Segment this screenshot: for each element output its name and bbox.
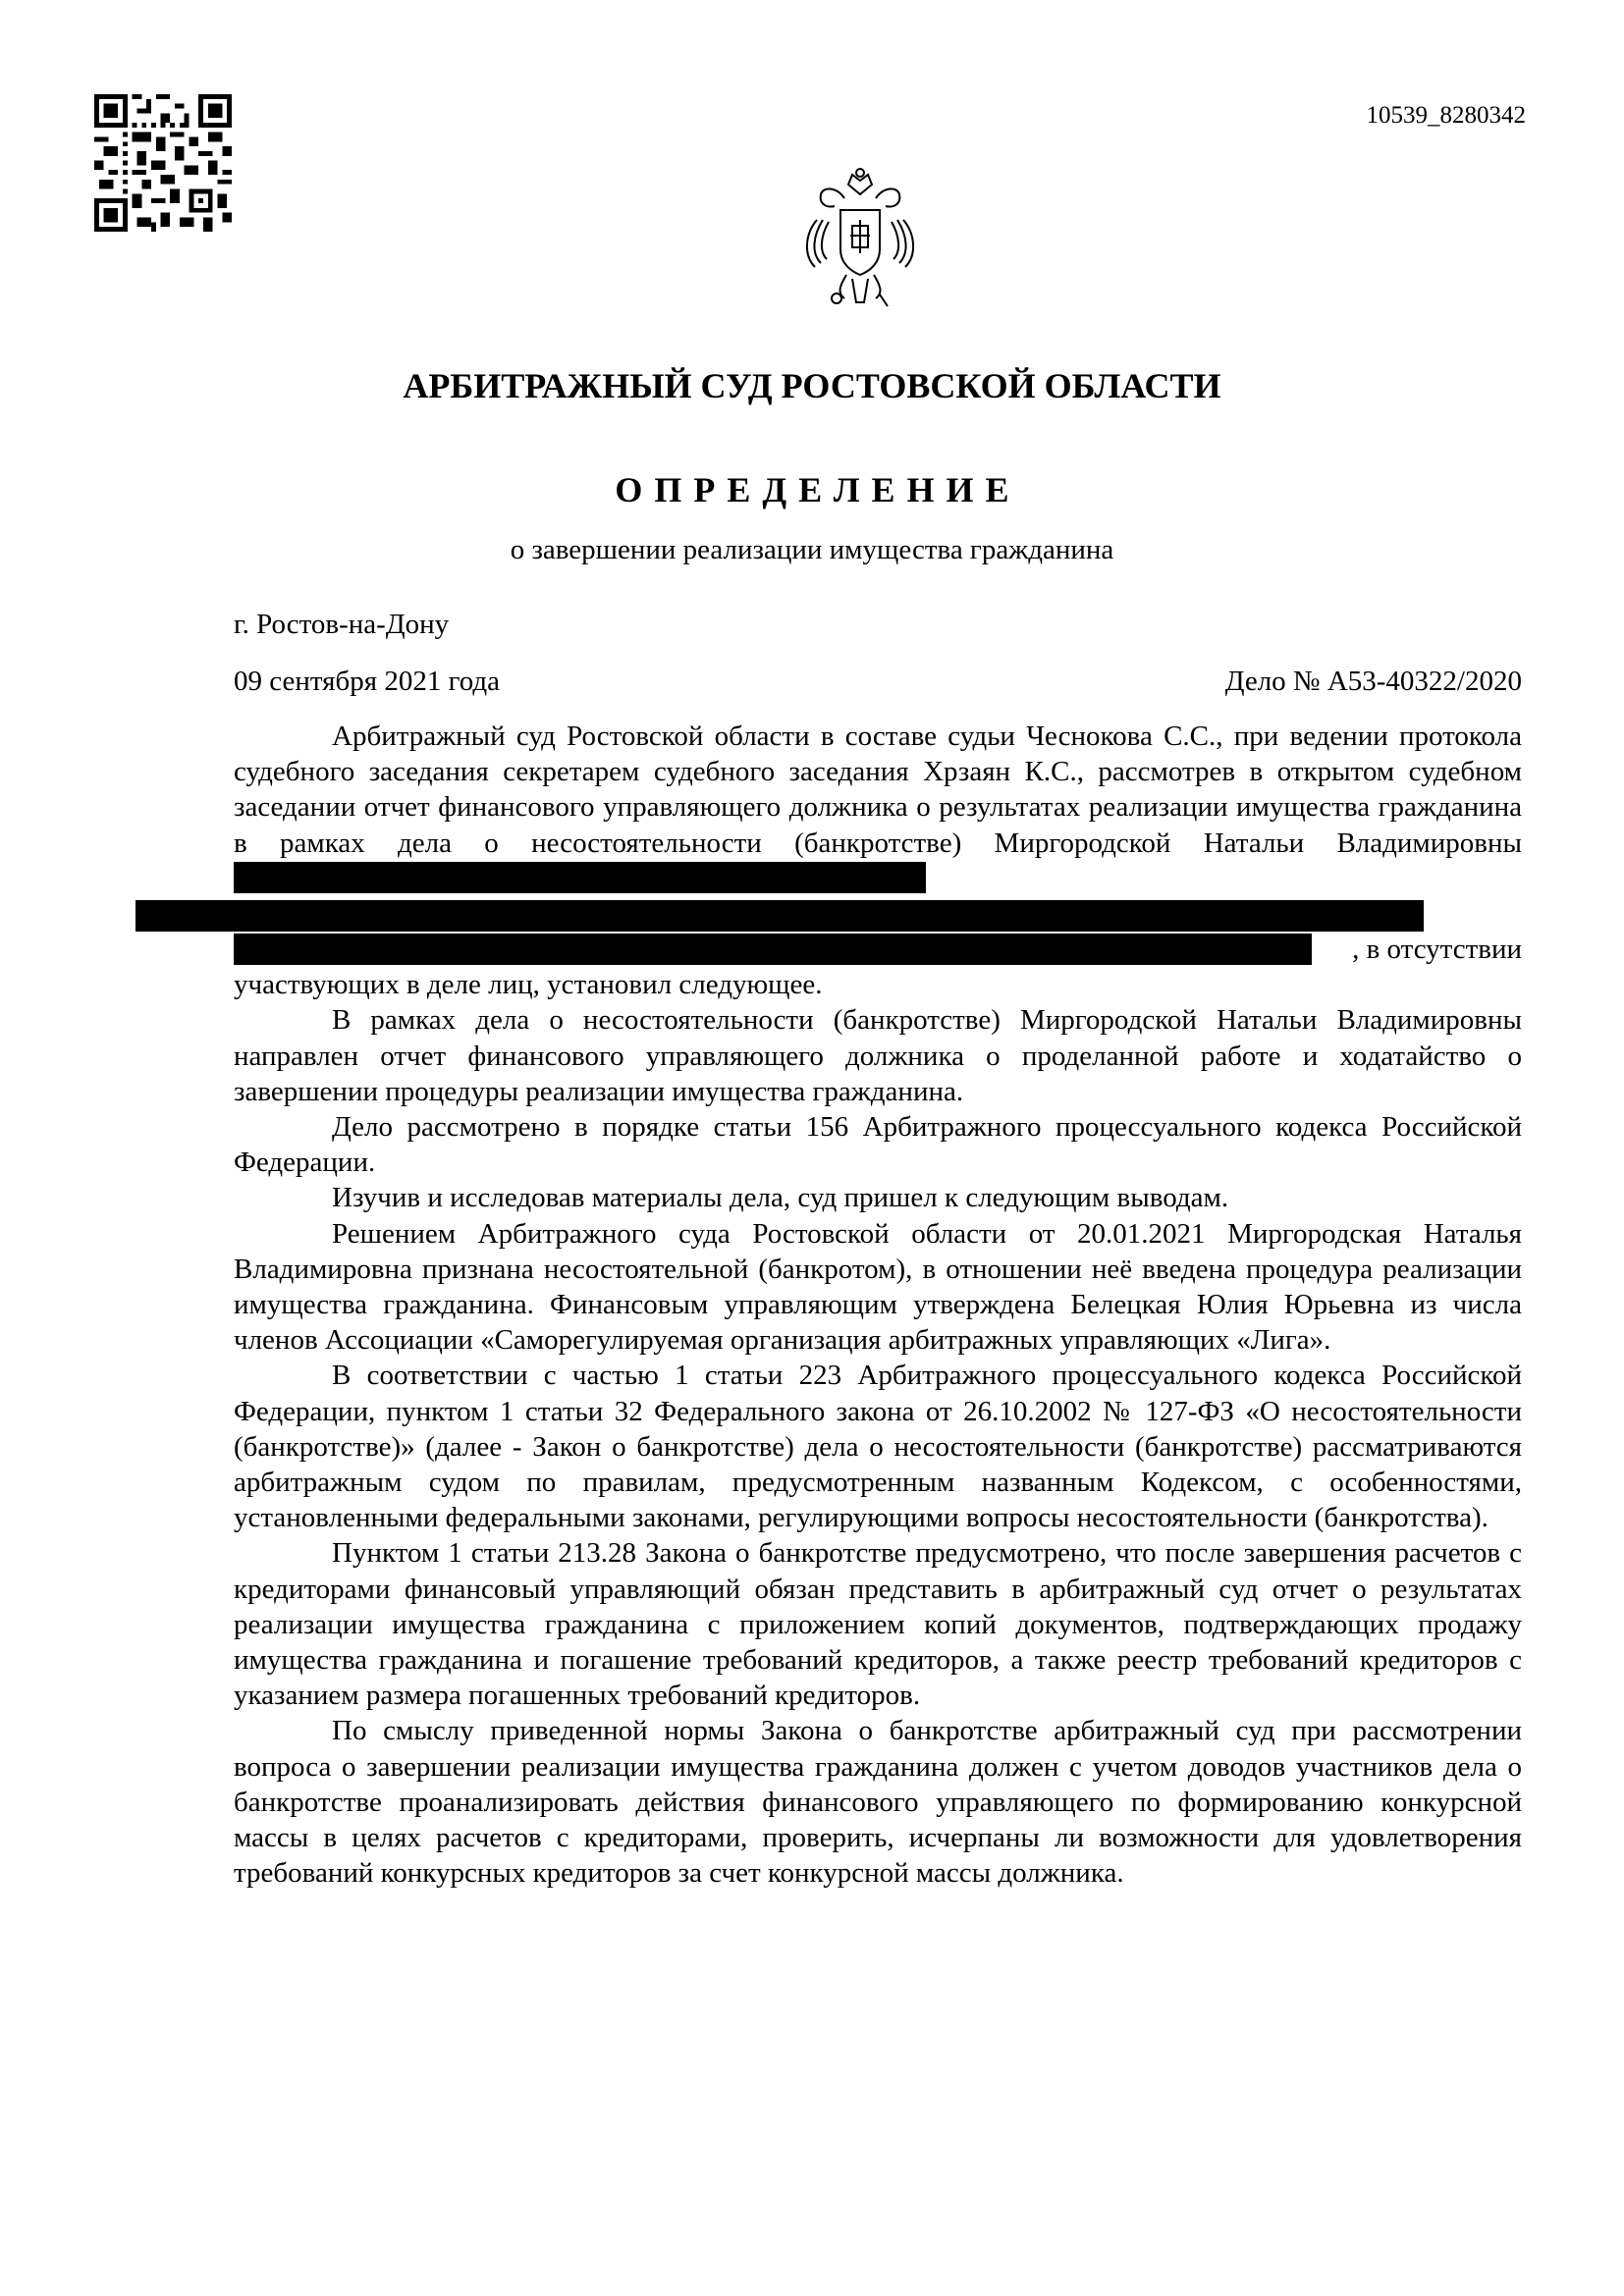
document-title: ОПРЕДЕЛЕНИЕ bbox=[615, 470, 1021, 509]
paragraph: Дело рассмотрено в порядке статьи 156 Арбитражного процессуального кодекса Российской Федерации. bbox=[234, 1111, 1522, 1179]
city: г. Ростов-на-Дону bbox=[234, 609, 450, 640]
redacted-line bbox=[234, 932, 1522, 967]
redaction-bar bbox=[234, 934, 1312, 965]
paragraph: Решением Арбитражного суда Ростовской области от 20.01.2021 Миргородская Наталья Владимировна признана несостоятельной (банкротом), в отношении неё введена процедура реализации имущества гражданина. Финансовым управляющим утверждена Белецкая Юлия Юрьевна из числа членов Ассоциации «Саморегулируемая организация арбитражных управляющих «Лига». bbox=[234, 1217, 1522, 1357]
paragraph: Изучив и исследовав материалы дела, суд пришел к следующим выводам. bbox=[332, 1182, 1229, 1214]
court-name: АРБИТРАЖНЫЙ СУД РОСТОВСКОЙ ОБЛАСТИ bbox=[403, 366, 1221, 405]
decision-date: 09 сентября 2021 года bbox=[234, 666, 501, 697]
paragraph-intro-text: Арбитражный суд Ростовской области в составе судьи Чеснокова С.С., при ведении протокола судебного заседания секретарем судебного заседания Хрзаян К.С., рассмотрев в открытом судебном заседании отчет финансового управляющего должника о результатах реализации имущества гражданина в рамках дела о несостоятельности (банкротстве) Миргородской Натальи Владимировны bbox=[234, 721, 1522, 859]
coat-of-arms-icon bbox=[797, 165, 923, 310]
paragraph-intro-end: участвующих в деле лиц, установил следующее. bbox=[234, 969, 823, 1001]
qr-code bbox=[94, 94, 232, 232]
paragraph: По смыслу приведенной нормы Закона о банкротстве арбитражный суд при рассмотрении вопроса о завершении реализации имущества гражданина должен с учетом доводов участников дела о банкротстве проанализировать действия финансового управляющего по формированию конкурсной массы в целях расчетов с кредиторами, проверить, исчерпаны ли возможности для удовлетворения требований конкурсных кредиторов за счет конкурсной массы должника. bbox=[234, 1715, 1522, 1890]
document-body bbox=[234, 719, 1522, 1892]
paragraph: Пунктом 1 статьи 213.28 Закона о банкротстве предусмотрено, что после завершения расчетов с кредиторами финансовый управляющий обязан представить в арбитражный суд отчет о результатах реализации имущества гражданина с приложением копий документов, подтверждающих продажу имущества гражданина и погашение требований кредиторов, а также реестр требований кредиторов с указанием размера погашенных требований кредиторов. bbox=[234, 1537, 1522, 1712]
paragraph-intro bbox=[234, 719, 1522, 932]
paragraph-intro-tail: , в отсутствии bbox=[1352, 934, 1522, 966]
paragraph: В рамках дела о несостоятельности (банкротстве) Миргородской Натальи Владимировны направлен отчет финансового управляющего должника о проделанной работе и ходатайство о завершении процедуры реализации имущества гражданина. bbox=[234, 1004, 1522, 1107]
redaction-bar bbox=[234, 862, 926, 893]
paragraph: В соответствии с частью 1 статьи 223 Арбитражного процессуального кодекса Российской Федерации, пунктом 1 статьи 32 Федерального закона от 26.10.2002 № 127-ФЗ «О несостоятельности (банкротстве)» (далее - Закон о банкротстве) дела о несостоятельности (банкротстве) рассматриваются арбитражным судом по правилам, предусмотренным названным Кодексом, с особенностями, установленными федеральными законами, регулирующими вопросы несостоятельности (банкротства). bbox=[234, 1360, 1522, 1534]
case-number: Дело № А53-40322/2020 bbox=[1224, 666, 1522, 697]
document-id: 10539_8280342 bbox=[1366, 102, 1526, 129]
document-subtitle: о завершении реализации имущества гражданина bbox=[510, 534, 1114, 565]
redaction-bar bbox=[135, 900, 1424, 932]
